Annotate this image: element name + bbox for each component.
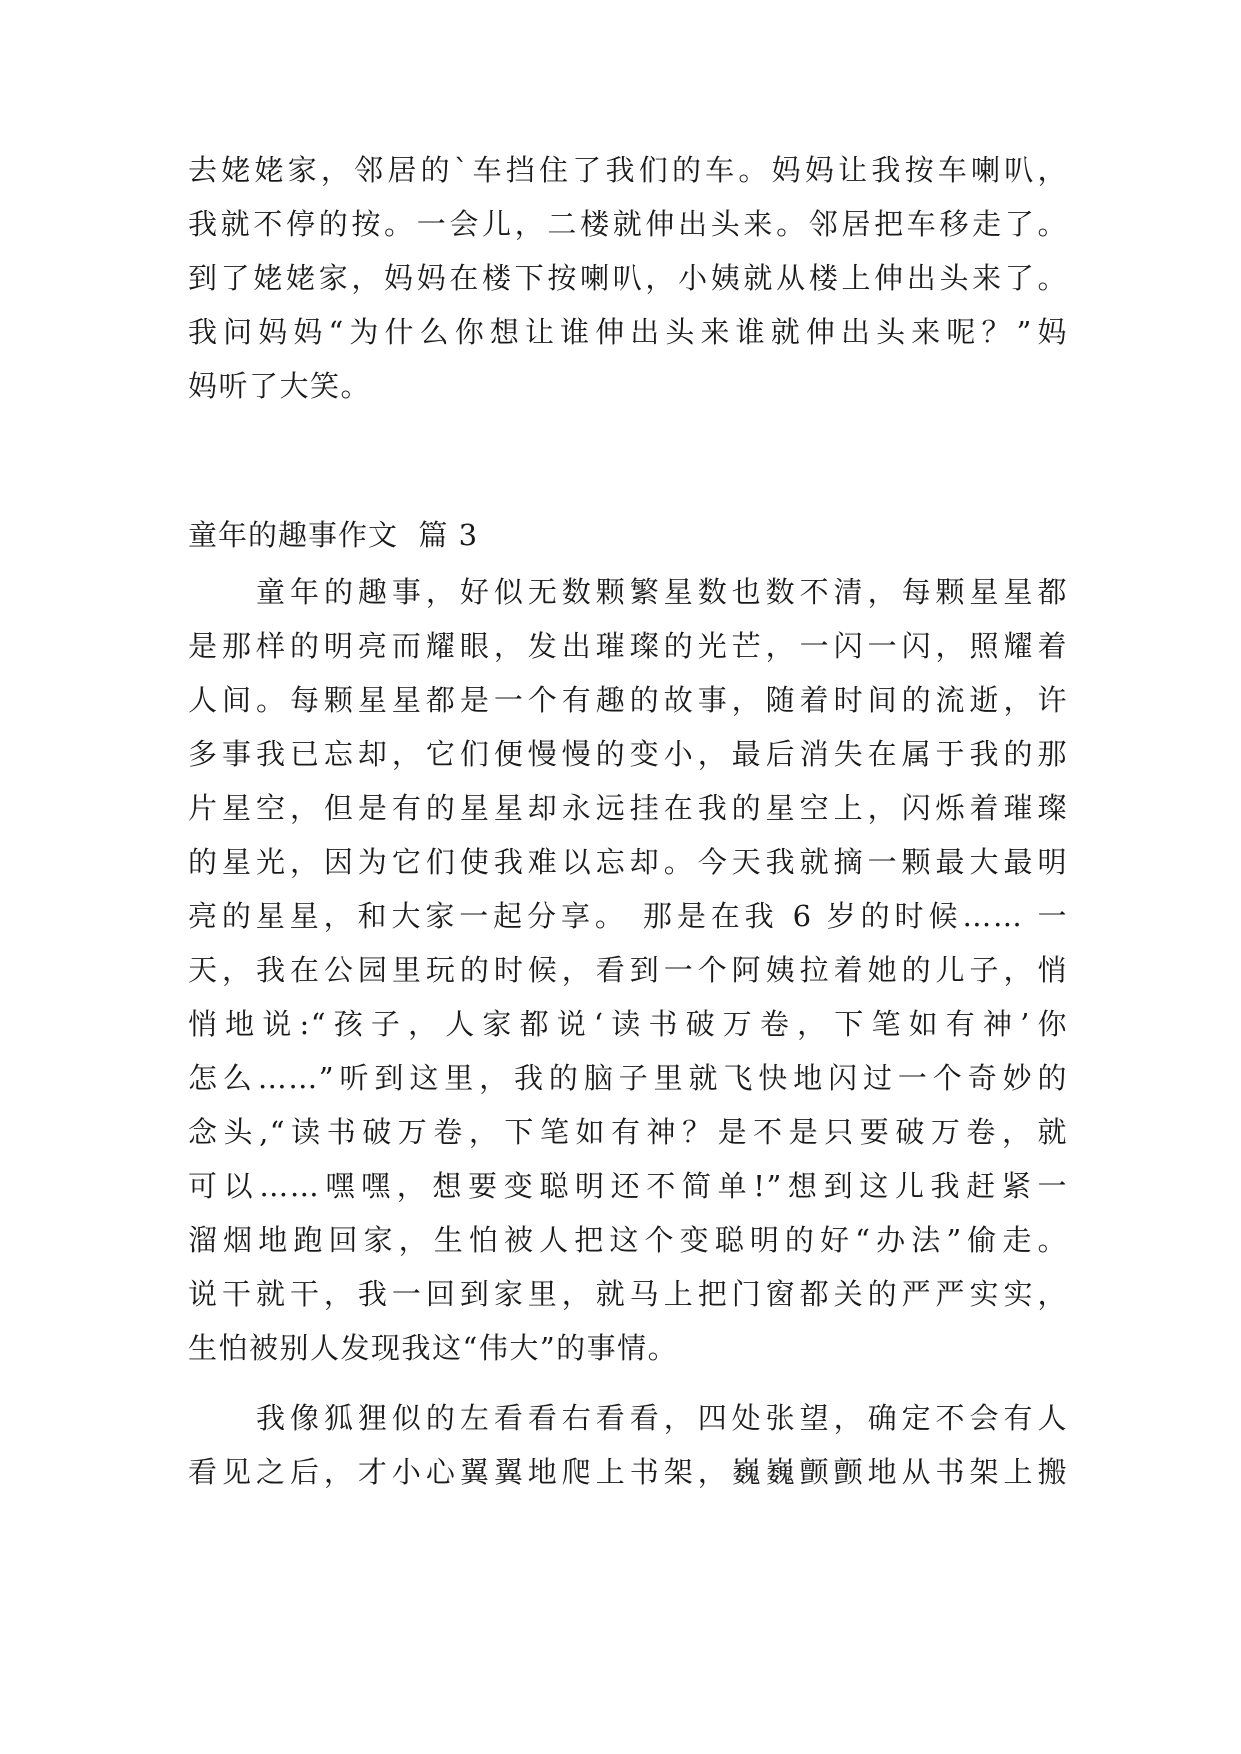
text-line: 可以……嘿嘿，想要变聪明还不简单!”想到这儿我赶紧一 [188, 1169, 1068, 1203]
text-line: 天，我在公园里玩的时候，看到一个阿姨拉着她的儿子，悄 [188, 953, 1068, 987]
text-line: 妈听了大笑。 [188, 369, 372, 403]
text-line: 我像狐狸似的左看看右看看，四处张望，确定不会有人 [256, 1401, 1068, 1435]
text-line: 的星光，因为它们使我难以忘却。今天我就摘一颗最大最明 [188, 845, 1068, 879]
text-line: 念头,“读书破万卷，下笔如有神？是不是只要破万卷，就 [188, 1115, 1068, 1149]
section-heading: 童年的趣事作文 篇 3 [188, 518, 479, 552]
text-line: 去姥姥家，邻居的`车挡住了我们的车。妈妈让我按车喇叭， [188, 153, 1068, 187]
text-line: 说干就干，我一回到家里，就马上把门窗都关的严严实实， [188, 1277, 1068, 1311]
text-line: 人间。每颗星星都是一个有趣的故事，随着时间的流逝，许 [188, 683, 1068, 717]
text-line: 亮的星星，和大家一起分享。 那是在我 6 岁的时候…… 一 [188, 899, 1068, 933]
text-line: 溜烟地跑回家，生怕被人把这个变聪明的好“办法”偷走。 [188, 1223, 1068, 1257]
text-line: 看见之后，才小心翼翼地爬上书架，巍巍颤颤地从书架上搬 [188, 1455, 1068, 1489]
text-line: 多事我已忘却，它们便慢慢的变小，最后消失在属于我的那 [188, 737, 1068, 771]
text-line: 怎么……”听到这里，我的脑子里就飞快地闪过一个奇妙的 [188, 1061, 1068, 1095]
text-line: 到了姥姥家，妈妈在楼下按喇叭，小姨就从楼上伸出头来了。 [188, 261, 1068, 295]
text-line: 片星空，但是有的星星却永远挂在我的星空上，闪烁着璀璨 [188, 791, 1068, 825]
text-line: 我问妈妈“为什么你想让谁伸出头来谁就伸出头来呢？”妈 [188, 315, 1068, 349]
text-line: 生怕被别人发现我这“伟大”的事情。 [188, 1331, 679, 1365]
text-line: 悄地说:“孩子，人家都说‘读书破万卷，下笔如有神’你 [188, 1007, 1068, 1041]
text-line: 我就不停的按。一会儿，二楼就伸出头来。邻居把车移走了。 [188, 207, 1068, 241]
text-line: 童年的趣事，好似无数颗繁星数也数不清，每颗星星都 [256, 575, 1068, 609]
text-line: 是那样的明亮而耀眼，发出璀璨的光芒，一闪一闪，照耀着 [188, 629, 1068, 663]
